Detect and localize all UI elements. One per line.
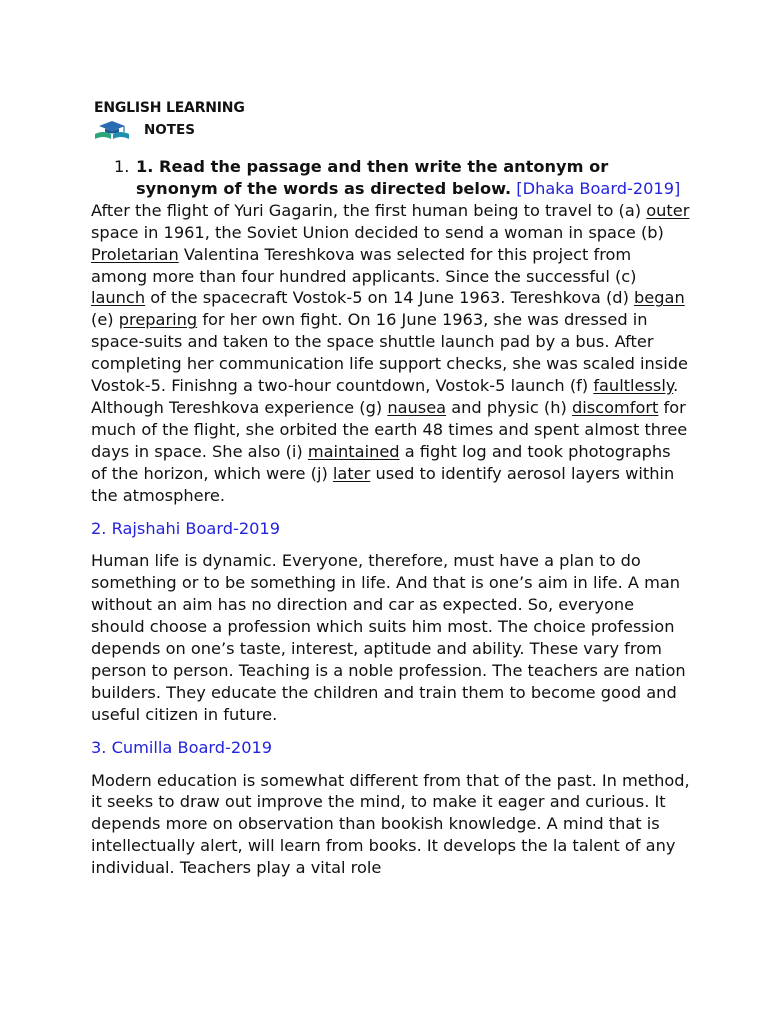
passage-text: (e)	[91, 310, 119, 330]
list-number: 1.	[114, 157, 130, 176]
underlined-word: nausea	[387, 397, 447, 417]
underlined-word: faultlessly	[593, 376, 674, 396]
logo-subtitle: NOTES	[144, 122, 195, 138]
underlined-word: later	[332, 463, 371, 483]
passage-text: for much of the flight, she orbited the earth 48 times and spent almost three days in space. She also (i)	[91, 397, 688, 461]
passage-text: of the spacecraft Vostok-5 on 14 June 1963. Tereshkova (d)	[145, 288, 635, 308]
passage-text: space in 1961, the Soviet Union decided to send a woman in space (b)	[91, 222, 664, 242]
section-3-passage: Modern education is somewhat different from that of the past. In method, it seeks to draw out improve the mind, to make it eager and curious. It depends more on observation than bookish knowledge. A mind that is intellectually alert, will learn from books. It develops the la talent of any individual. Teachers play a vital role	[91, 770, 690, 878]
underlined-word: began	[634, 288, 685, 308]
document-body	[91, 156, 691, 879]
underlined-word: outer	[646, 200, 690, 220]
section-2-passage: Human life is dynamic. Everyone, therefore, must have a plan to do something or to be something in life. And that is one’s aim in life. A man without an aim has no direction and car as expected. So, everyone should choose a profession which suits him most. The choice profession depends on one’s taste, interest, aptitude and ability. These vary from person to person. Teaching is a noble profession. The teachers are nation builders. They educate the children and train them to become good and useful citizen in future.	[91, 551, 686, 724]
passage-text: . Although Tereshkova experience (g)	[91, 376, 679, 417]
section-3-heading: 3. Cumilla Board-2019	[91, 737, 273, 757]
question-source: [Dhaka Board-2019]	[516, 178, 681, 198]
section-2-heading: 2. Rajshahi Board-2019	[91, 518, 281, 538]
passage-1	[91, 200, 691, 507]
underlined-word: maintained	[307, 441, 400, 461]
passage-text: a fight log and took photographs of the horizon, which were (j)	[91, 441, 671, 483]
logo	[92, 98, 252, 144]
underlined-word: discomfort	[571, 397, 659, 417]
underlined-word: preparing	[118, 310, 198, 330]
question-prompt: 1. Read the passage and then write the antonym or synonym of the words as directed below.	[136, 157, 609, 198]
passage-text: used to identify aerosol layers within the atmosphere.	[91, 463, 675, 505]
question-1	[91, 156, 691, 200]
logo-title: ENGLISH LEARNING	[94, 100, 245, 116]
passage-text: Valentina Tereshkova was selected for this project from among more than four hundred applicants. Since the successful (c)	[91, 244, 637, 286]
underlined-word: Proletarian	[91, 244, 179, 264]
passage-text: for her own fight. On 16 June 1963, she was dressed in space-suits and taken to the space shuttle launch pad by a bus. After completing her communication life support checks, she was scaled inside Vostok-5. Finishng a two-hour countdown, Vostok-5 launch (f)	[91, 310, 688, 396]
passage-text: After the flight of Yuri Gagarin, the first human being to travel to (a)	[91, 200, 647, 220]
passage-text: and physic (h)	[446, 397, 572, 417]
underlined-word: launch	[91, 288, 146, 308]
graduation-cap-book-icon	[92, 119, 132, 141]
